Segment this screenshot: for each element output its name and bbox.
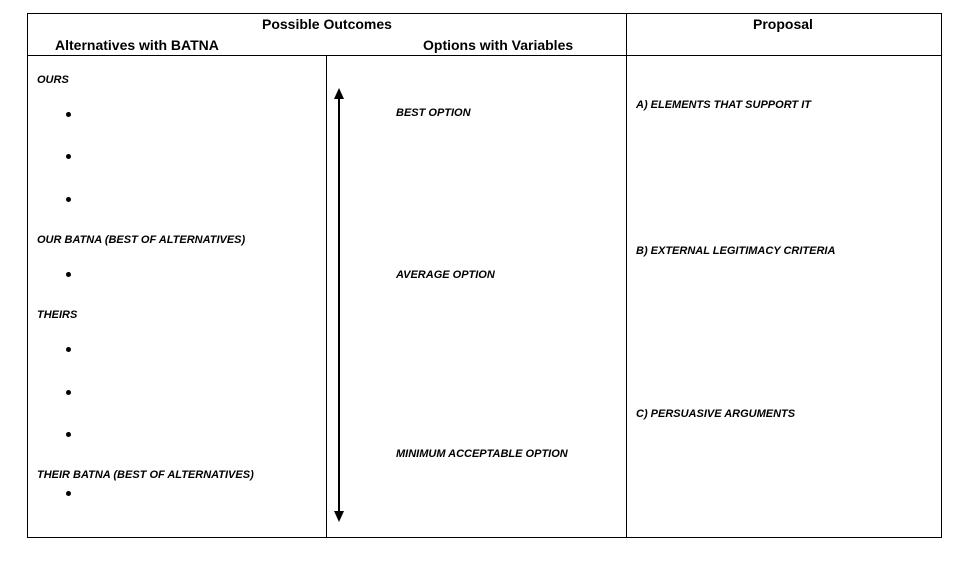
theirs-label: THEIRS xyxy=(37,309,78,321)
border-bottom xyxy=(27,537,942,538)
proposal-external-legitimacy: B) EXTERNAL LEGITIMACY CRITERIA xyxy=(636,245,836,257)
our-batna-label: OUR BATNA (BEST OF ALTERNATIVES) xyxy=(37,234,246,246)
their-batna-label: THEIR BATNA (BEST OF ALTERNATIVES) xyxy=(37,469,254,481)
minimum-acceptable-option-label: MINIMUM ACCEPTABLE OPTION xyxy=(396,448,568,460)
header-options-with-variables: Options with Variables xyxy=(423,37,574,53)
theirs-bullet-1 xyxy=(66,347,71,352)
theirs-bullet-2 xyxy=(66,390,71,395)
divider-outcomes-proposal xyxy=(626,13,627,538)
their-batna-bullet xyxy=(66,491,71,496)
border-right xyxy=(941,13,942,538)
best-option-label: BEST OPTION xyxy=(396,107,471,119)
ours-bullet-2 xyxy=(66,154,71,159)
ours-bullet-1 xyxy=(66,112,71,117)
divider-alternatives-options xyxy=(326,55,327,538)
double-arrow-icon xyxy=(332,88,346,522)
theirs-bullet-3 xyxy=(66,432,71,437)
border-header-bottom xyxy=(27,55,942,56)
ours-label: OURS xyxy=(37,74,69,86)
proposal-elements-support: A) ELEMENTS THAT SUPPORT IT xyxy=(636,99,811,111)
header-alternatives-with-batna: Alternatives with BATNA xyxy=(55,37,219,53)
our-batna-bullet xyxy=(66,272,71,277)
border-top xyxy=(27,13,942,14)
header-possible-outcomes: Possible Outcomes xyxy=(262,16,392,32)
proposal-persuasive-arguments: C) PERSUASIVE ARGUMENTS xyxy=(636,408,796,420)
header-proposal: Proposal xyxy=(753,16,813,32)
average-option-label: AVERAGE OPTION xyxy=(396,269,495,281)
ours-bullet-3 xyxy=(66,197,71,202)
border-left xyxy=(27,13,28,538)
